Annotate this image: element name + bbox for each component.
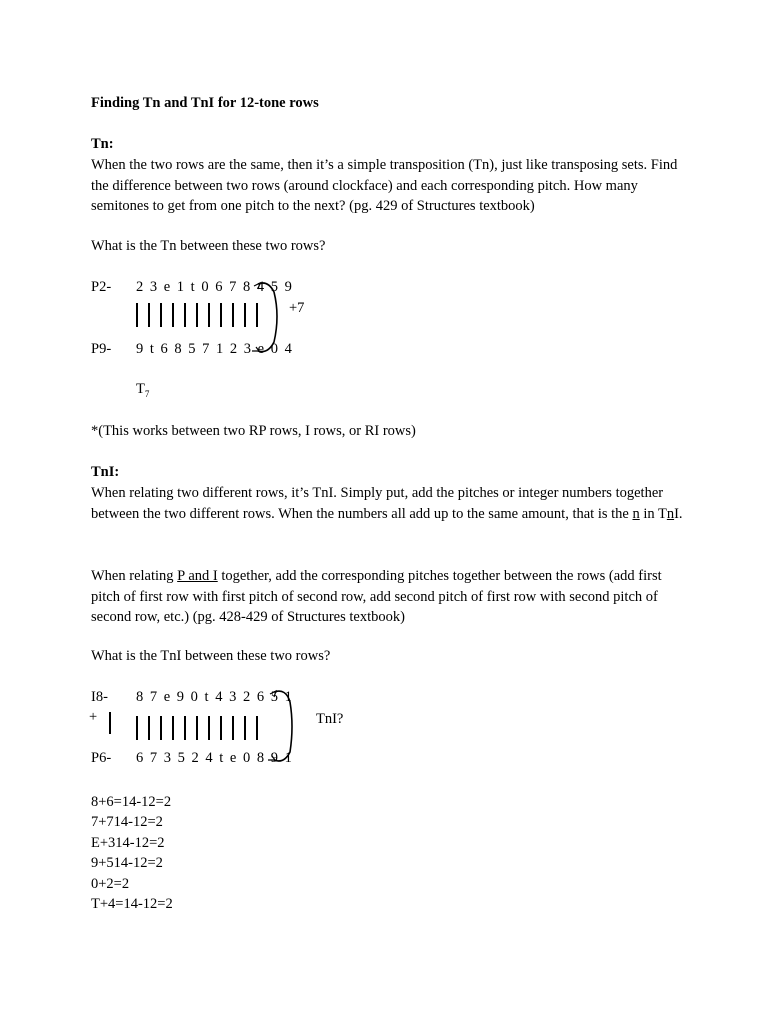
tni-plus-label: + <box>89 709 98 725</box>
tni-question: What is the TnI between these two rows? <box>91 648 331 664</box>
tni-paragraph-1 <box>91 483 691 524</box>
tn-row1-label: P2- <box>91 279 112 295</box>
calc-line: 8+6=14-12=2 <box>91 794 172 810</box>
tni-para2-text-b: together, add the corresponding pitches together between the rows (add first pitch of first row with first pitch of second row, add second pitch of first row with second pitch of second row, etc.) (pg. 428-429 of Structures textbook) <box>91 568 662 625</box>
tni-row1-pitches: 8 7 e 9 0 t 4 3 2 6 5 1 <box>136 689 294 705</box>
tn-row1-pitches: 2 3 e 1 t 0 6 7 8 4 5 9 <box>136 279 294 295</box>
tn-answer <box>136 381 149 399</box>
tni-paragraph-2 <box>91 566 691 628</box>
tni-plus-line <box>109 712 111 734</box>
tni-connector-lines <box>136 716 266 740</box>
tn-note: *(This works between two RP rows, I rows, or RI rows) <box>91 423 416 439</box>
tn-row2-pitches: 9 t 6 8 5 7 1 2 3 e 0 4 <box>136 341 294 357</box>
tn-answer-sub: 7 <box>144 388 150 399</box>
tni-para1-n: n <box>632 505 640 522</box>
tn-answer-main: T <box>136 381 145 397</box>
tn-question: What is the Tn between these two rows? <box>91 238 326 254</box>
tni-para1-n2: n <box>666 505 675 522</box>
calc-line: 9+514-12=2 <box>91 855 163 872</box>
tni-para1-text-a: When relating two different rows, it’s TnI. Simply put, add the pitches or integer numbers together between the two different rows. When the numbers all add up to the same amount, that is the <box>91 485 664 522</box>
tni-para1-text-b: in T <box>639 505 667 522</box>
calc-line: T+4=14-12=2 <box>91 896 173 913</box>
tni-result-label: TnI? <box>316 711 344 727</box>
calc-line: 7+714-12=2 <box>91 814 163 831</box>
tn-row2-label: P9- <box>91 341 112 357</box>
calc-line: E+314-12=2 <box>91 834 165 851</box>
tn-connector-lines <box>136 303 266 327</box>
tni-para2-text-a: When relating <box>91 568 178 584</box>
page-title: Finding Tn and TnI for 12-tone rows <box>91 95 319 111</box>
tni-para2-underline: P and I <box>177 568 218 584</box>
tn-interval: +7 <box>289 300 305 316</box>
tni-row2-label: P6- <box>91 750 112 766</box>
tni-para1-text-c: I. <box>674 505 683 522</box>
tn-heading: Tn: <box>91 136 114 152</box>
tn-paragraph: When the two rows are the same, then it’s a simple transposition (Tn), just like transposing sets. Find the difference between two rows (around clockface) and each corresponding pitch. How many semitones to get from one pitch to the next? (pg. 429 of Structures textbook) <box>91 157 678 214</box>
calc-line: 0+2=2 <box>91 875 130 892</box>
tni-row2-pitches: 6 7 3 5 2 4 t e 0 8 9 1 <box>136 750 294 766</box>
tni-heading: TnI: <box>91 464 120 480</box>
tni-row1-label: I8- <box>91 689 108 705</box>
tni-calculations <box>91 792 173 914</box>
